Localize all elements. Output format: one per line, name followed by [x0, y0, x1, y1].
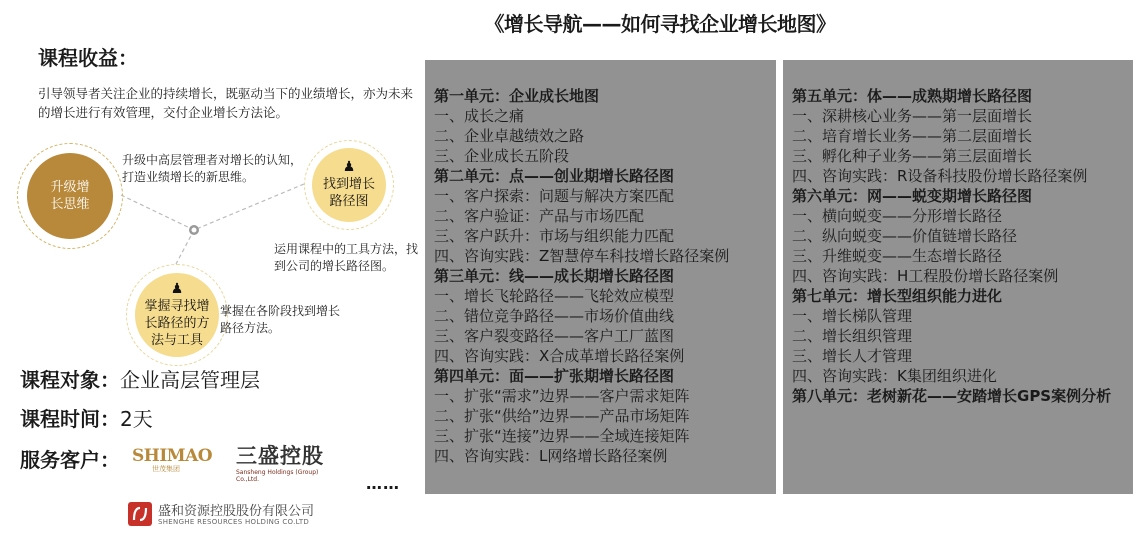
shimao-logo: [132, 446, 213, 476]
node-upgrade-inner: [27, 153, 113, 239]
curriculum-item: 二、增长组织管理: [792, 327, 913, 345]
clients-row: [20, 444, 120, 473]
course-time-value: 2天: [120, 407, 153, 431]
connector-find: [194, 184, 304, 230]
shenghe-logo-cn: 盛和资源控股股份有限公司: [158, 504, 315, 519]
curriculum-item: 四、咨询实践：R设备科技股份增长路径案例: [792, 167, 1088, 185]
curriculum-item: 四、咨询实践：K集团组织进化: [792, 367, 997, 385]
curriculum-item: 一、增长飞轮路径——飞轮效应模型: [434, 287, 675, 305]
curriculum-item: 三、扩张“连接”边界——全域连接矩阵: [434, 427, 690, 445]
node-upgrade-line2: 长思维: [50, 197, 90, 212]
shenghe-logo: [128, 500, 348, 532]
curriculum-item: 四、咨询实践：X合成革增长路径案例: [434, 347, 685, 365]
curriculum-item: 三、孵化种子业务——第三层面增长: [792, 147, 1033, 165]
curriculum-item: 一、扩张“需求”边界——客户需求矩阵: [434, 387, 690, 405]
node-master-line1: 掌握寻找增: [144, 298, 210, 314]
course-time-row: [20, 403, 153, 432]
shenghe-logo-en: SHENGHE RESOURCES HOLDING CO.LTD: [158, 518, 310, 526]
node-find-inner: [312, 148, 386, 222]
curriculum-item: 二、培育增长业务——第二层面增长: [792, 127, 1033, 145]
curriculum-item: 一、客户探索：问题与解决方案匹配: [434, 187, 675, 205]
curriculum-unit-heading: 第七单元：增长型组织能力进化: [792, 287, 1003, 305]
node-master-line2: 长路径的方: [144, 315, 210, 331]
more-clients-ellipsis: ……: [366, 474, 400, 493]
page-title: 《增长导航——如何寻找企业增长地图》: [484, 12, 836, 36]
shimao-logo-sub: 世茂集团: [152, 465, 180, 473]
curriculum-item: 四、咨询实践：H工程股份增长路径案例: [792, 267, 1059, 285]
curriculum-item: 一、横向蜕变——分形增长路径: [792, 207, 1003, 225]
benefit-point-2: 运用课程中的工具方法，找到公司的增长路径图。: [274, 242, 419, 273]
curriculum-unit-heading: 第三单元：线——成长期增长路径图: [434, 267, 675, 285]
curriculum-unit-heading: 第一单元：企业成长地图: [434, 87, 600, 105]
node-find-line2: 路径图: [329, 194, 369, 209]
node-find-path: [304, 140, 394, 230]
sansheng-logo-brand: 三盛控股: [236, 444, 324, 468]
curriculum-item: 三、客户裂变路径——客户工厂蓝图: [434, 327, 675, 345]
curriculum-item: 二、错位竞争路径——市场价值曲线: [434, 307, 675, 325]
curriculum-unit-heading: 第六单元：网——蜕变期增长路径图: [792, 187, 1033, 205]
curriculum-item: 二、扩张“供给”边界——产品市场矩阵: [434, 407, 690, 425]
curriculum-item: 一、成长之痛: [434, 107, 525, 125]
benefit-point-1: 升级中高层管理者对增长的认知，打造业绩增长的新思维。: [122, 153, 303, 184]
curriculum-item: 三、增长人才管理: [792, 347, 913, 365]
sansheng-logo: [236, 440, 336, 483]
curriculum-unit-heading: 第四单元：面——扩张期增长路径图: [434, 367, 675, 385]
curriculum-unit-heading: 第五单元：体——成熟期增长路径图: [792, 87, 1033, 105]
person-icon: ♟: [170, 280, 184, 297]
node-master-tools: [126, 264, 228, 366]
curriculum-item: 四、咨询实践：Z智慧停车科技增长路径案例: [434, 247, 730, 265]
curriculum-unit-heading: 第八单元：老树新花——安踏增长GPS案例分析: [792, 387, 1112, 405]
node-upgrade-line1: 升级增: [50, 180, 90, 195]
node-find-line1: 找到增长: [322, 177, 375, 192]
course-target-value: 企业高层管理层: [120, 368, 260, 392]
curriculum-panel-left: [425, 60, 776, 494]
course-target-label: 课程对象：: [20, 368, 120, 392]
curriculum-item: 一、深耕核心业务——第一层面增长: [792, 107, 1033, 125]
people-icon: ♟: [342, 159, 356, 175]
curriculum-list-right: [792, 86, 1127, 406]
sansheng-logo-sub: Sansheng Holdings (Group) Co.,Ltd.: [236, 469, 319, 483]
curriculum-item: 四、咨询实践：L网络增长路径案例: [434, 447, 668, 465]
curriculum-item: 二、客户验证：产品与市场匹配: [434, 207, 645, 225]
curriculum-item: 三、企业成长五阶段: [434, 147, 570, 165]
connector-upgrade: [121, 195, 194, 230]
connector-master: [176, 230, 194, 264]
benefits-heading: 课程收益：: [38, 46, 138, 70]
node-upgrade-mindset: [17, 143, 123, 249]
node-master-line3: 法与工具: [150, 332, 203, 348]
curriculum-item: 二、纵向蜕变——价值链增长路径: [792, 227, 1018, 245]
shimao-logo-brand: SHIMAO: [132, 446, 213, 466]
benefit-point-3: 掌握在各阶段找到增长路径方法。: [220, 304, 341, 335]
curriculum-panel-right: [783, 60, 1133, 494]
curriculum-unit-heading: 第二单元：点——创业期增长路径图: [434, 167, 675, 185]
curriculum-item: 三、升维蜕变——生态增长路径: [792, 247, 1003, 265]
curriculum-item: 三、客户跃升：市场与组织能力匹配: [434, 227, 675, 245]
shenghe-mark-icon: [128, 502, 152, 526]
course-target-row: [20, 364, 260, 393]
node-master-inner: [135, 273, 219, 357]
curriculum-item: 二、企业卓越绩效之路: [434, 127, 585, 145]
clients-label: 服务客户：: [20, 448, 120, 472]
benefits-intro: 引导领导者关注企业的持续增长，既驱动当下的业绩增长，亦为未来的增长进行有效管理，交付企业增长方法论。: [38, 86, 414, 120]
curriculum-item: 一、增长梯队管理: [792, 307, 913, 325]
curriculum-list-left: [434, 86, 770, 466]
course-time-label: 课程时间：: [20, 407, 120, 431]
